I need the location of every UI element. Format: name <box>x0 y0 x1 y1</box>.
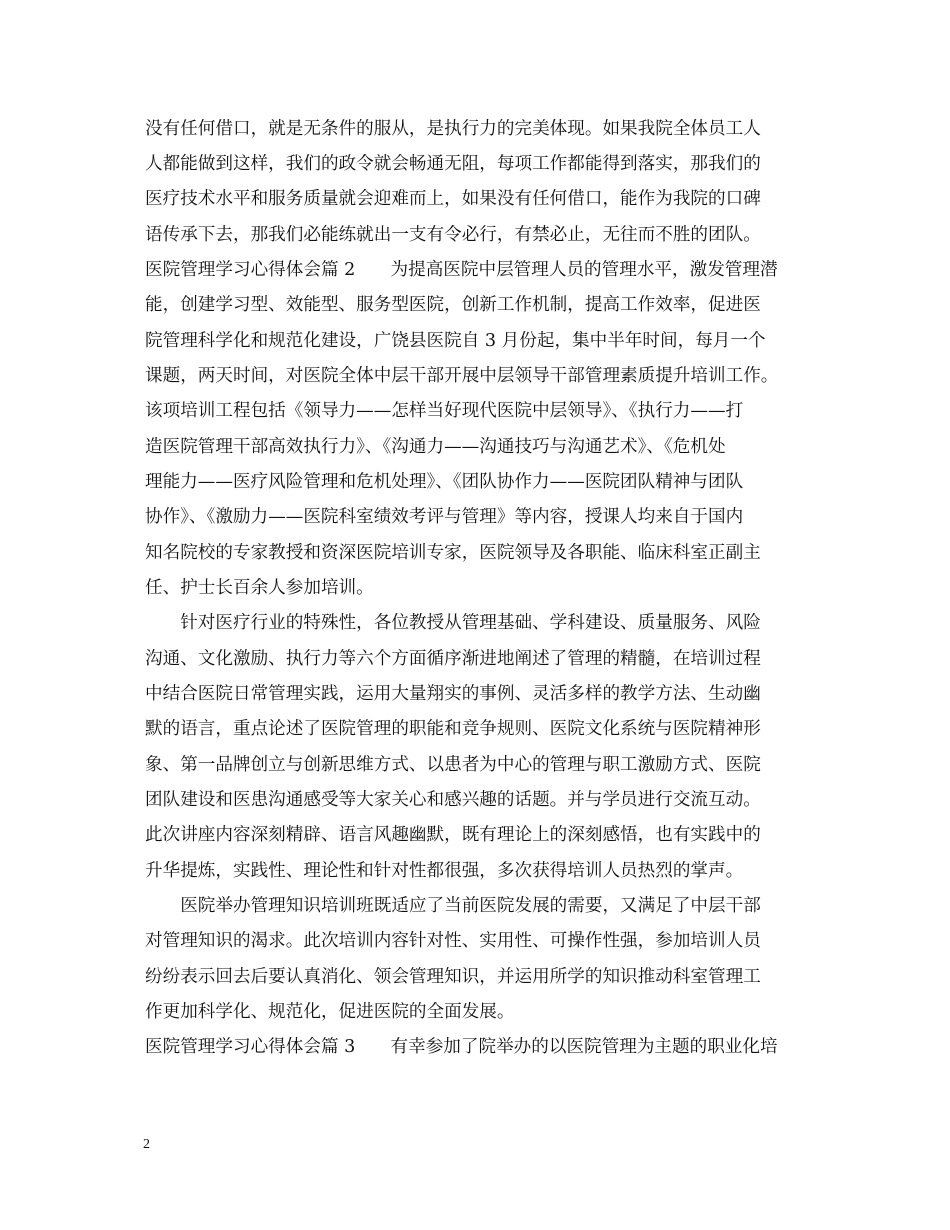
text-line: 人都能做到这样，我们的政令就会畅通无阻，每项工作都能得到落实，那我们的 <box>145 154 761 174</box>
text-line: 沟通、文化激励、执行力等六个方面循序渐进地阐述了管理的精髓，在培训过程 <box>145 649 761 669</box>
text-line: 院管理科学化和规范化建设，广饶县医院自 3 月份起，集中半年时间，每月一个 <box>145 331 766 351</box>
section-heading-line: 医院管理学习心得体会篇 3 有幸参加了院举办的以医院管理为主题的职业化培 <box>145 1037 778 1057</box>
paragraph-start-line: 医院举办管理知识培训班既适应了当前医院发展的需要，又满足了中层干部 <box>145 896 761 916</box>
text-line: 象、第一品牌创立与创新思维方式、以患者为中心的管理与职工激励方式、医院 <box>145 755 761 775</box>
text-line: 课题，两天时间，对医院全体中层干部开展中层领导干部管理素质提升培训工作。 <box>145 366 779 386</box>
text-line: 知名院校的专家教授和资深医院培训专家，医院领导及各职能、临床科室正副主 <box>145 543 761 563</box>
text-line: 理能力——医疗风险管理和危机处理》、《团队协作力——医院团队精神与团队 <box>145 472 744 492</box>
text-line: 任、护士长百余人参加培训。 <box>145 578 374 598</box>
paragraph-start-line: 针对医疗行业的特殊性，各位教授从管理基础、学科建设、质量服务、风险 <box>145 613 761 633</box>
text-line: 默的语言，重点论述了医院管理的职能和竞争规则、医院文化系统与医院精神形 <box>145 719 761 739</box>
text-line: 作更加科学化、规范化，促进医院的全面发展。 <box>145 1002 515 1022</box>
text-line: 能，创建学习型、效能型、服务型医院，创新工作机制，提高工作效率，促进医 <box>145 295 761 315</box>
text-line: 此次讲座内容深刻精辟、语言风趣幽默，既有理论上的深刻感悟，也有实践中的 <box>145 825 761 845</box>
text-line: 该项培训工程包括《领导力——怎样当好现代医院中层领导》、《执行力——打 <box>145 401 744 421</box>
text-line: 没有任何借口，就是无条件的服从，是执行力的完美体现。如果我院全体员工人 <box>145 119 761 139</box>
section-heading-line: 医院管理学习心得体会篇 2 为提高医院中层管理人员的管理水平，激发管理潜 <box>145 260 778 280</box>
text-line: 协作》、《激励力——医院科室绩效考评与管理》等内容，授课人均来自于国内 <box>145 507 744 527</box>
text-line: 造医院管理干部高效执行力》、《沟通力——沟通技巧与沟通艺术》、《危机处 <box>145 437 726 457</box>
text-line: 纷纷表示回去后要认真消化、领会管理知识，并运用所学的知识推动科室管理工 <box>145 967 761 987</box>
text-line: 中结合医院日常管理实践，运用大量翔实的事例、灵活多样的教学方法、生动幽 <box>145 684 761 704</box>
page-number: 2 <box>143 1137 150 1152</box>
text-line: 升华提炼，实践性、理论性和针对性都很强，多次获得培训人员热烈的掌声。 <box>145 861 744 881</box>
text-line: 语传承下去，那我们必能练就出一支有令必行，有禁必止，无往而不胜的团队。 <box>145 225 761 245</box>
text-line: 对管理知识的渴求。此次培训内容针对性、实用性、可操作性强，参加培训人员 <box>145 931 761 951</box>
text-line: 团队建设和医患沟通感受等大家关心和感兴趣的话题。并与学员进行交流互动。 <box>145 790 761 810</box>
text-line: 医疗技术水平和服务质量就会迎难而上，如果没有任何借口，能作为我院的口碑 <box>145 189 761 209</box>
